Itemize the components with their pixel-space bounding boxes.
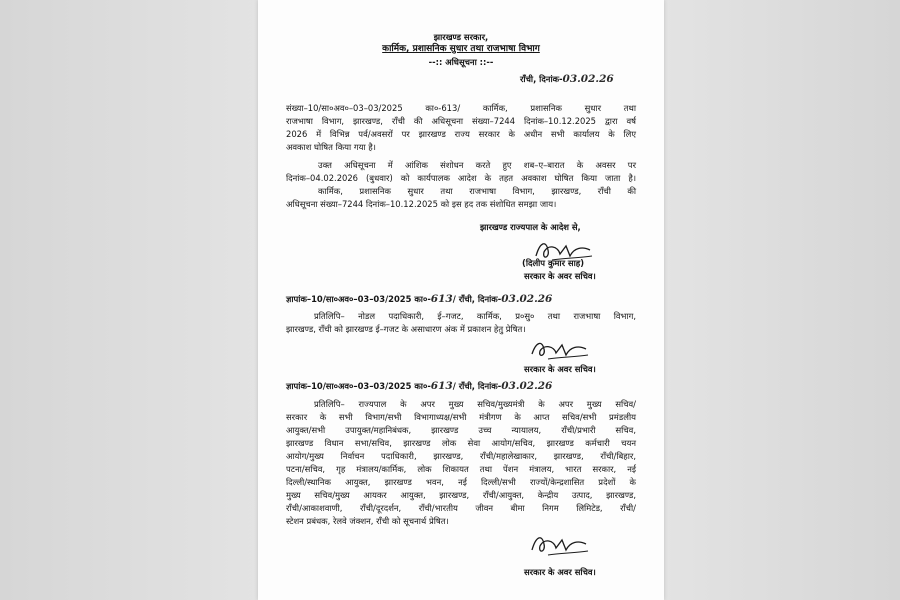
memo-1-signatory-title: सरकार के अवर सचिव। (524, 364, 596, 374)
memo-ref-label: ज्ञापांक–10/सा०अव०–03–03/2025 का०- (286, 294, 431, 304)
signatory-title: सरकार के अवर सचिव। (524, 271, 596, 281)
paragraph-line: 2026 में विभिन्न पर्व/अवसरों पर झारखण्ड राज्य सरकार के अधीन सभी कार्यालय के लिए (286, 129, 636, 139)
signature-3 (526, 530, 596, 560)
memo-1-reference (286, 294, 552, 304)
signatory-name: (दिलीप कुमार साह) (522, 258, 585, 268)
handwritten-date: 03.02.26 (501, 293, 553, 305)
paragraph-line: उक्त अधिसूचना में आंशिक संशोधन करते हुए शब–ए–बारात के अवसर पर (318, 160, 636, 170)
copy-line: प्रतिलिपि– नोडल पदाधिकारी, ई–गजट, कार्मिक, प्र०सु० तथा राजभाषा विभाग, (314, 311, 636, 321)
copy-line: मुख्य सचिव/मुख्य आयकर आयुक्त, झारखण्ड, राँची/आयुक्त, केन्द्रीय उत्पाद, झारखण्ड, (286, 490, 636, 500)
background-left (0, 0, 258, 600)
place-date (520, 74, 614, 84)
copy-line: स्टेशन प्रबंधक, रेलवे जंक्शन, राँची को सूचनार्थ प्रेषित। (286, 516, 449, 526)
memo-2-reference (286, 381, 552, 391)
copy-line: आयोग/मुख्य निर्वाचन पदाधिकारी, झारखण्ड, राँची/महालेखाकार, झारखण्ड, राँची/बिहार, (286, 451, 636, 461)
paragraph-line: कार्मिक, प्रशासनिक सुधार तथा राजभाषा विभाग, झारखण्ड, राँची की (318, 186, 636, 196)
memo-2-signatory-title: सरकार के अवर सचिव। (524, 567, 596, 577)
department-name: कार्मिक, प्रशासनिक सुधार तथा राजभाषा विभाग (382, 44, 540, 54)
handwritten-date: 03.02.26 (501, 380, 553, 392)
paragraph-line: राजभाषा विभाग, झारखण्ड, राँची की अधिसूचना संख्या–7244 दिनांक–10.12.2025 द्वारा वर्ष (286, 116, 636, 126)
copy-line: दिल्ली/स्थानिक आयुक्त, झारखण्ड भवन, नई दिल्ली/सभी राज्यों/केन्द्रशासित प्रदेशों के (286, 477, 636, 487)
signature-2 (526, 336, 596, 364)
govt-name: झारखण्ड सरकार, (433, 32, 489, 42)
handwritten-number: 613 (430, 380, 453, 392)
background-right (664, 0, 900, 600)
by-order: झारखण्ड राज्यपाल के आदेश से, (480, 222, 581, 232)
memo-date-label: / राँची, दिनांक- (452, 381, 502, 391)
copy-line: सरकार के सभी विभाग/सभी विभागाध्यक्ष/सभी मंत्रीगण के आप्त सचिव/सभी प्रमंडलीय (286, 412, 636, 422)
memo-date-label: / राँची, दिनांक- (452, 294, 502, 304)
copy-line: आयुक्त/सभी उपायुक्त/महानिबंधक, झारखण्ड उच्च न्यायालय, राँची/प्रभारी सचिव, (286, 425, 636, 435)
paragraph-line: संख्या–10/सा०अव०–03–03/2025 का०-613/ कार्मिक, प्रशासनिक सुधार तथा (286, 103, 636, 113)
memo-ref-label: ज्ञापांक–10/सा०अव०–03–03/2025 का०- (286, 381, 431, 391)
paragraph-line: अधिसूचना संख्या–7244 दिनांक–10.12.2025 को इस हद तक संशोधित समझा जाय। (286, 199, 557, 209)
copy-line: पटना/सचिव, गृह मंत्रालय/कार्मिक, लोक शिकायत तथा पेंशन मंत्रालय, भारत सरकार, नई (286, 464, 636, 474)
document-page (258, 0, 664, 600)
place-date-label: राँची, दिनांक- (520, 74, 563, 84)
copy-line: झारखण्ड, राँची को झारखण्ड ई–गजट के असाधारण अंक में प्रकाशन हेतु प्रेषित। (286, 324, 526, 334)
copy-line: प्रतिलिपि– राज्यपाल के अपर मुख्य सचिव/मुख्यमंत्री के अपर मुख्य सचिव/ (314, 399, 636, 409)
copy-line: झारखण्ड विधान सभा/सचिव, झारखण्ड लोक सेवा आयोग/सचिव, झारखण्ड कर्मचारी चयन (286, 438, 636, 448)
copy-line: राँची/आकाशवाणी, राँची/दूरदर्शन, राँची/भारतीय जीवन बीमा निगम लिमिटेड, राँची/ (286, 503, 636, 513)
handwritten-number: 613 (430, 293, 453, 305)
paragraph-line: दिनांक–04.02.2026 (बुधवार) को कार्यपालक आदेश के तहत अवकाश घोषित किया जाता है। (286, 173, 636, 183)
paragraph-line: अवकाश घोषित किया गया है। (286, 142, 376, 152)
notification-heading: --:: अधिसूचना ::-- (428, 57, 494, 67)
handwritten-date: 03.02.26 (562, 73, 614, 85)
